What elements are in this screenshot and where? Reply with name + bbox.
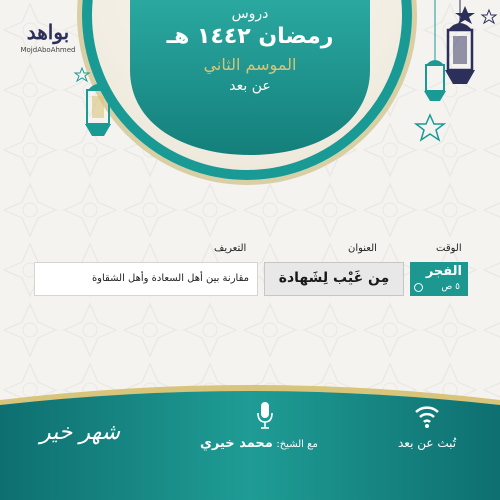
- lanterns-right-icon: [405, 0, 500, 150]
- header-title-block: [150, 6, 350, 94]
- broadcast-text: تُبث عن بعد: [398, 436, 457, 450]
- time-main: الفجر: [425, 264, 462, 279]
- header-line-2: رمضان ١٤٤٢ هـ: [166, 24, 334, 49]
- label-title: العنوان: [348, 243, 377, 254]
- sheikh-line: [200, 436, 318, 451]
- sheikh-label: مع الشيخ:: [276, 439, 318, 450]
- sheikh-name: محمد خيري: [200, 436, 273, 451]
- definition-box: مقارنة بين أهل السعادة وأهل الشقاوة: [34, 262, 258, 296]
- time-box: [410, 262, 468, 296]
- header-line-3: الموسم الثاني: [203, 55, 297, 74]
- brand-logo: [8, 20, 88, 54]
- lantern-left-icon: [70, 60, 130, 180]
- label-definition: التعريف: [214, 243, 247, 254]
- title-box: مِن غَيْب لِشَهادة: [264, 262, 404, 296]
- logo-name: بواهد: [26, 20, 70, 44]
- time-sub: ٥ ص: [441, 282, 460, 292]
- microphone-icon: [255, 400, 275, 432]
- clock-icon: [414, 283, 423, 292]
- label-time: الوقت: [436, 243, 462, 254]
- wifi-broadcast-icon: [412, 402, 442, 430]
- logo-handle: MojdAboAhmed: [20, 46, 76, 54]
- header-line-1: دروس: [231, 6, 269, 22]
- header-line-4: عن بعد: [229, 78, 271, 94]
- calligraphy-logo: شهر خير: [40, 420, 121, 445]
